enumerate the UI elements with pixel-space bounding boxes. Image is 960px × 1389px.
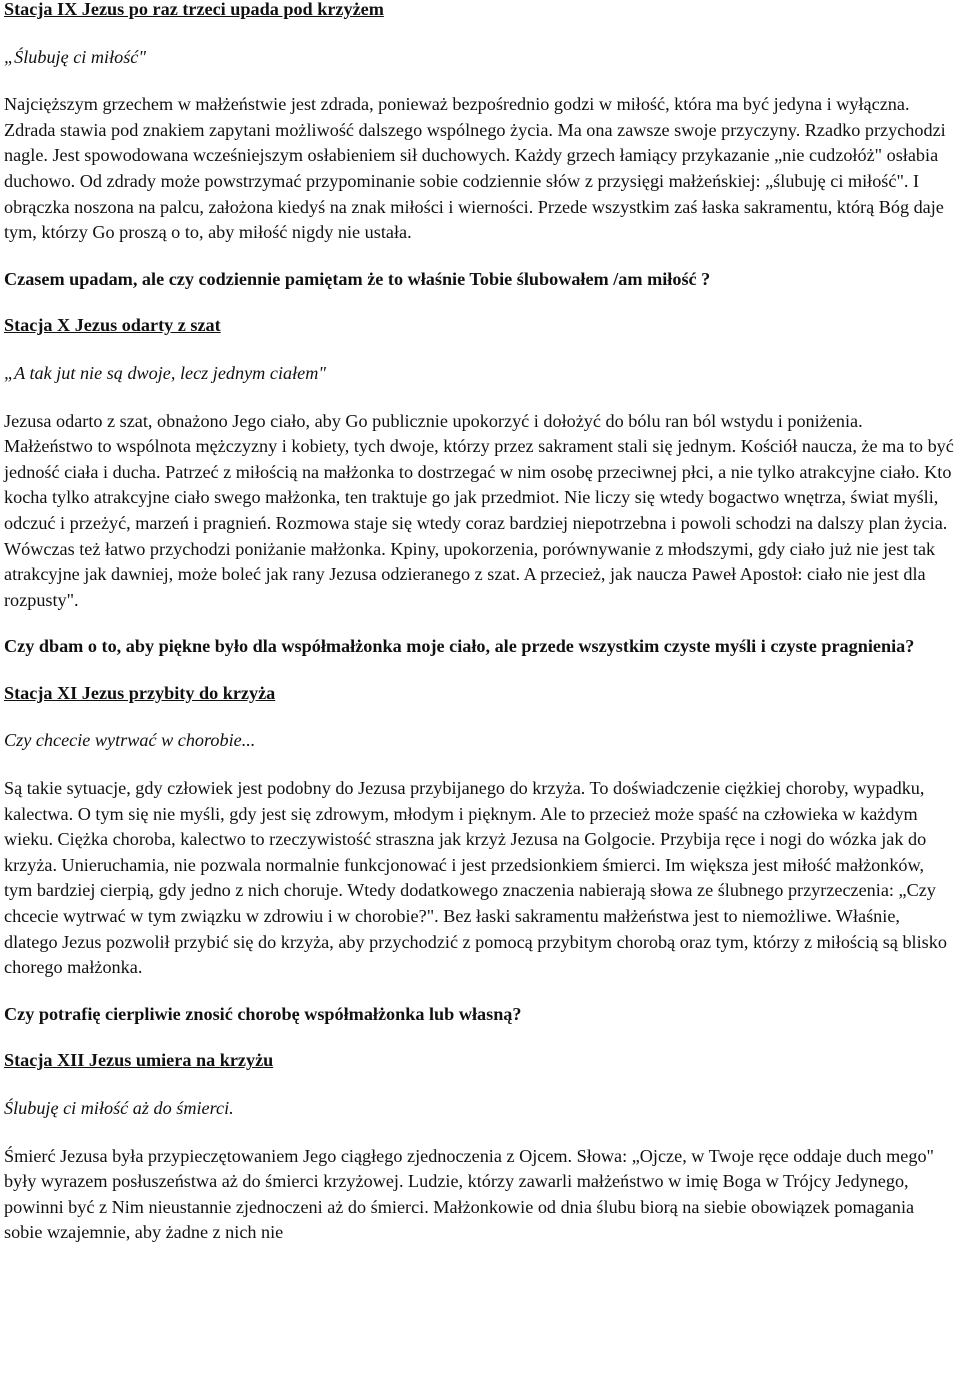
station-motto: Czy chcecie wytrwać w chorobie... [4,730,256,751]
station-body: Jezusa odarto z szat, obnażono Jego ciało, aby Go publicznie upokorzyć i dołożyć do bólu ran ból wstydu i poniżenia. Małżeństwo to wspólnota mężczyzny i kobiety, tych dwoje, którzy przez sakrament stali się jednym. Kościół naucza, że ma to być jedność ciała i ducha. Patrzeć z miłością na małżonka to dostrzegać w nim osobę przeciwnej płci, a nie tylko atrakcyjne ciało. Kto kocha tylko atrakcyjne ciało swego małżonka, ten traktuje go jak przedmiot. Nie liczy się wtedy bogactwo wnętrza, świat myśli, odczuć i przeżyć, marzeń i pragnień. Rozmowa staje się wtedy coraz bardziej niepotrzebna i powoli schodzi na dalszy plan życia. Wówczas też łatwo przychodzi poniżanie małżonka. Kpiny, upokorzenia, porównywanie z młodszymi, gdy ciało już nie jest tak atrakcyjne jak dawniej, może boleć jak rany Jezusa odzieranego z szat. A przecież, jak naucza Paweł Apostoł: ciało nie jest dla rozpusty". [4,410,954,610]
station-section [4,681,956,1028]
station-body: Najcięższym grzechem w małżeństwie jest zdrada, ponieważ bezpośrednio godzi w miłość, która ma być jedyna i wyłączna. Zdrada stawia pod znakiem zapytani możliwość dalszego wspólnego życia. Ma ona zawsze swoje przyczyny. Rzadko przychodzi nagle. Jest spowodowana wcześniejszym osłabieniem sił duchowych. Każdy grzech łamiący przykazanie „nie cudzołóż" osłabia duchowo. Od zdrady może powstrzymać przypominanie sobie codziennie słów z przysięgi małżeńskiej: „ślubuję ci miłość". I obrączka noszona na palcu, założona kiedyś na znak miłości i wierności. Przede wszystkim zaś łaska sakramentu, którą Bóg daje tym, którzy Go proszą o to, aby miłość nigdy nie ustała. [4,94,946,243]
station-title: Stacja XII Jezus umiera na krzyżu [4,1050,274,1071]
document-page [4,0,956,1246]
station-motto: „A tak jut nie są dwoje, lecz jednym ciałem" [4,362,326,383]
station-section [4,313,956,660]
station-section [4,0,956,292]
station-question: Czy dbam o to, aby piękne było dla współmałżonka moje ciało, ale przede wszystkim czyste myśli i czyste pragnienia? [4,636,915,657]
station-section [4,1048,956,1246]
station-title: Stacja X Jezus odarty z szat [4,315,221,336]
station-body: Śmierć Jezusa była przypieczętowaniem Jego ciągłego zjednoczenia z Ojcem. Słowa: „Ojcze, w Twoje ręce oddaje duch mego" były wyrazem posłuszeństwa aż do śmierci krzyżowej. Ludzie, którzy zawarli małżeństwo w imię Boga w Trójcy Jedynego, powinni być z Nim nieustannie zjednoczeni aż do śmierci. Małżonkowie od dnia ślubu biorą na siebie obowiązek pomagania sobie wzajemnie, aby żadne z nich nie [4,1145,934,1243]
station-motto: Ślubuję ci miłość aż do śmierci. [4,1098,234,1118]
station-body: Są takie sytuacje, gdy człowiek jest podobny do Jezusa przybijanego do krzyża. To doświadczenie ciężkiej choroby, wypadku, kalectwa. O tym się nie myśli, gdy jest się zdrowym, młodym i pięknym. Ale to przecież może spaść na człowieka w każdym wieku. Ciężka choroba, kalectwo to rzeczywistość straszna jak krzyż Jezusa na Golgocie. Przybija ręce i nogi do wózka jak do krzyża. Unieruchamia, nie pozwala normalnie funkcjonować i jest przedsionkiem śmierci. Im większa jest miłość małżonków, tym bardziej cierpią, gdy jedno z nich choruje. Wtedy dodatkowego znaczenia nabierają słowa ze ślubnego przyrzeczenia: „Czy chcecie wytrwać w tym związku w zdrowiu i w chorobie?". Bez łaski sakramentu małżeństwa jest to niemożliwe. Właśnie, dlatego Jezus pozwolił przybić się do krzyża, aby przychodzić z pomocą przybitym chorobą oraz tym, którzy z miłością są blisko chorego małżonka. [4,778,947,978]
station-title: Stacja XI Jezus przybity do krzyża [4,682,276,703]
station-question: Czasem upadam, ale czy codziennie pamiętam że to właśnie Tobie ślubowałem /am miłość ? [4,268,711,289]
station-motto: „Ślubuję ci miłość" [4,46,147,67]
station-title: Stacja IX Jezus po raz trzeci upada pod krzyżem [4,0,384,19]
station-question: Czy potrafię cierpliwie znosić chorobę współmałżonka lub własną? [4,1003,522,1024]
